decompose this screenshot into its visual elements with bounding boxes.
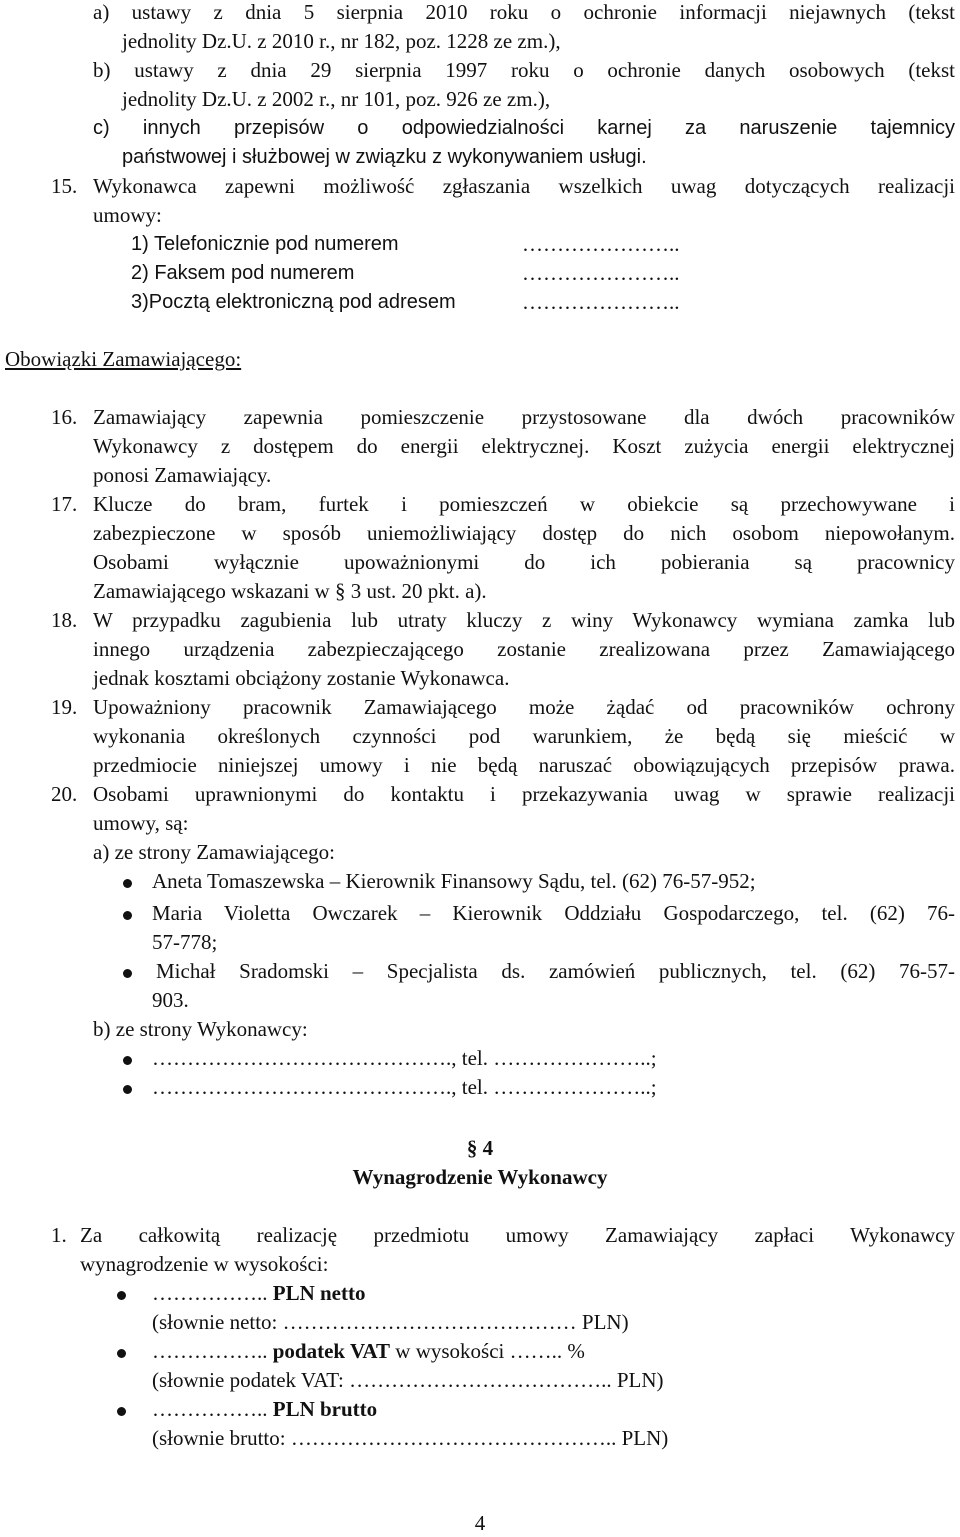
item17-line3: Osobami wyłącznie upoważnionymi do ich pobierania są pracownicy (93, 550, 955, 574)
amount-brutto-words: (słownie brutto: ……………………………………….. PLN) (152, 1426, 669, 1450)
contact-option-fax: 2) Faksem pod numerem (131, 262, 355, 284)
page-number: 4 (474, 1511, 486, 1535)
s4-item1-number: 1. (51, 1223, 67, 1247)
item16-line3: ponosi Zamawiający. (93, 463, 272, 487)
amount-vat: …………….. podatek VAT w wysokości …….. % (152, 1339, 585, 1363)
bullet-icon (123, 879, 132, 888)
bullet-icon (123, 1085, 132, 1094)
item19-line2: wykonania określonych czynności pod warunkiem, że będą się mieścić w (93, 724, 955, 748)
contact-person-3-line2: 903. (152, 988, 189, 1012)
contact-person-1: Aneta Tomaszewska – Kierownik Finansowy Sądu, tel. (62) 76-57-952; (152, 869, 756, 893)
item20-wykonawca-heading: b) ze strony Wykonawcy: (93, 1017, 308, 1041)
contact-person-3-line1: Michał Sradomski – Specjalista ds. zamówień publicznych, tel. (62) 76-57- (156, 959, 955, 983)
item20-zamawiajacy-heading: a) ze strony Zamawiającego: (93, 840, 335, 864)
item15-line1: Wykonawca zapewni możliwość zgłaszania wszelkich uwag dotyczących realizacji (93, 174, 955, 198)
law-b-line2: jednolity Dz.U. z 2002 r., nr 101, poz. 926 ze zm.), (122, 87, 551, 111)
s4-item1-line1: Za całkowitą realizację przedmiotu umowy Zamawiający zapłaci Wykonawcy (80, 1223, 955, 1247)
item18-number: 18. (51, 608, 78, 632)
contact-person-2-line2: 57-778; (152, 930, 218, 954)
item15-number: 15. (51, 174, 78, 198)
bullet-icon (123, 911, 132, 920)
law-a-line2: jednolity Dz.U. z 2010 r., nr 182, poz. 1228 ze zm.), (122, 29, 561, 53)
item15-line2: umowy: (93, 203, 162, 227)
section-number: § 4 (466, 1136, 494, 1160)
bullet-icon (117, 1349, 126, 1358)
bullet-icon (123, 969, 132, 978)
item17-line2: zabezpieczone w sposób uniemożliwiający dostęp do nich osobom niepowołanym. (93, 521, 955, 545)
item19-line1: Upoważniony pracownik Zamawiającego może żądać od pracowników ochrony (93, 695, 955, 719)
item18-line1: W przypadku zagubienia lub utraty kluczy z winy Wykonawcy wymiana zamka lub (93, 608, 955, 632)
wykonawca-contact-2: ……………………………………., tel. …………………..; (152, 1075, 657, 1099)
section-title: Wynagrodzenie Wykonawcy (352, 1165, 608, 1189)
item20-line2: umowy, są: (93, 811, 189, 835)
item20-number: 20. (51, 782, 78, 806)
item16-number: 16. (51, 405, 78, 429)
contact-option-email-dots: ………………….. (522, 290, 680, 314)
bullet-icon (117, 1407, 126, 1416)
item20-line1: Osobami uprawnionymi do kontaktu i przekazywania uwag w sprawie realizacji (93, 782, 955, 806)
wykonawca-contact-1: ……………………………………., tel. …………………..; (152, 1046, 657, 1070)
law-b-line1: b) ustawy z dnia 29 sierpnia 1997 roku o ochronie danych osobowych (tekst (93, 58, 955, 82)
item17-number: 17. (51, 492, 78, 516)
amount-netto-words: (słownie netto: …………………………………… PLN) (152, 1310, 629, 1334)
s4-item1-line2: wynagrodzenie w wysokości: (80, 1252, 329, 1276)
amount-brutto: …………….. PLN brutto (152, 1397, 378, 1421)
contact-option-phone: 1) Telefonicznie pod numerem (131, 233, 399, 255)
item17-line1: Klucze do bram, furtek i pomieszczeń w obiekcie są przechowywane i (93, 492, 955, 516)
contact-option-phone-dots: ………………….. (522, 232, 680, 256)
law-c-line2: państwowej i służbowej w związku z wykonywaniem usługi. (122, 146, 647, 168)
item18-line2: innego urządzenia zabezpieczającego zostanie zrealizowana przez Zamawiającego (93, 637, 955, 661)
contact-option-email: 3)Pocztą elektroniczną pod adresem (131, 291, 456, 313)
bullet-icon (123, 1056, 132, 1065)
item19-number: 19. (51, 695, 78, 719)
bullet-icon (117, 1291, 126, 1300)
obowiazki-heading: Obowiązki Zamawiającego: (5, 347, 242, 371)
item16-line1: Zamawiający zapewnia pomieszczenie przystosowane dla dwóch pracowników (93, 405, 955, 429)
amount-netto: …………….. PLN netto (152, 1281, 366, 1305)
law-a-line1: a) ustawy z dnia 5 sierpnia 2010 roku o ochronie informacji niejawnych (tekst (93, 0, 955, 24)
amount-vat-words: (słownie podatek VAT: ……………………………….. PLN) (152, 1368, 664, 1392)
contact-option-fax-dots: ………………….. (522, 261, 680, 285)
item17-line4: Zamawiającego wskazani w § 3 ust. 20 pkt. a). (93, 579, 487, 603)
item19-line3: przedmiocie niniejszej umowy i nie będą naruszać obowiązujących przepisów prawa. (93, 753, 955, 777)
contact-person-2-line1: Maria Violetta Owczarek – Kierownik Oddziału Gospodarczego, tel. (62) 76- (152, 901, 955, 925)
item18-line3: jednak kosztami obciążony zostanie Wykonawca. (93, 666, 510, 690)
law-c-line1: c) innych przepisów o odpowiedzialności karnej za naruszenie tajemnicy (93, 117, 955, 139)
item16-line2: Wykonawcy z dostępem do energii elektrycznej. Koszt zużycia energii elektrycznej (93, 434, 955, 458)
